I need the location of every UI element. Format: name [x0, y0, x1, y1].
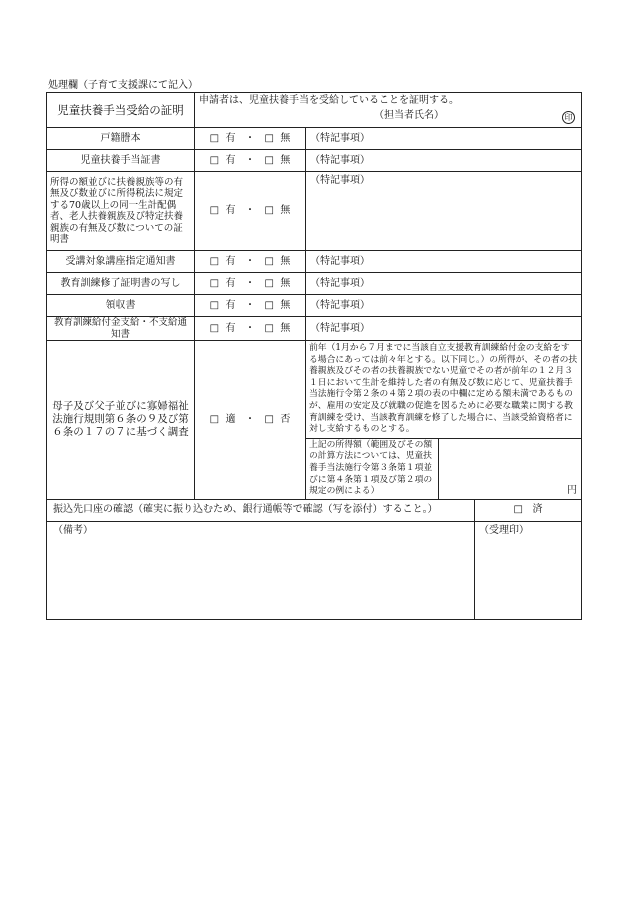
table-row	[47, 317, 582, 341]
notes-cell[interactable]	[306, 295, 582, 317]
notes-label: （特記事項）	[310, 277, 370, 289]
checkbox-applicable[interactable]: □	[209, 413, 220, 425]
processing-form	[46, 92, 582, 620]
yen-unit: 円	[567, 484, 577, 496]
document-label: 児童扶養手当証書	[47, 150, 195, 172]
checkbox-none[interactable]: □	[264, 255, 274, 267]
applicable-label: 適	[225, 413, 236, 425]
survey-label: 母子及び父子並びに寡婦福祉法施行規則第６条の９及び第６条の１７の７に基づく調査	[47, 341, 195, 500]
done-label: 済	[532, 504, 543, 516]
have-label: 有	[225, 132, 236, 144]
certification-statement-cell	[195, 93, 582, 128]
table-row	[47, 295, 582, 317]
separator-dot: ・	[245, 322, 255, 334]
checkbox-none[interactable]: □	[264, 322, 274, 334]
not-applicable-label: 否	[280, 413, 291, 425]
presence-checkbox-group[interactable]	[195, 317, 306, 341]
presence-checkbox-group[interactable]	[195, 128, 306, 150]
presence-checkbox-group[interactable]	[195, 150, 306, 172]
have-label: 有	[225, 255, 236, 267]
checkbox-have[interactable]: □	[209, 205, 220, 216]
remarks-field[interactable]	[47, 521, 475, 619]
checkbox-not-applicable[interactable]: □	[264, 413, 274, 425]
notes-label: （特記事項）	[310, 255, 370, 267]
none-label: 無	[280, 299, 291, 311]
certification-title: 児童扶養手当受給の証明	[47, 93, 195, 128]
checkbox-have[interactable]: □	[209, 277, 220, 289]
document-label: 受講対象講座指定通知書	[47, 251, 195, 273]
have-label: 有	[225, 299, 236, 311]
none-label: 無	[280, 322, 291, 334]
none-label: 無	[280, 255, 291, 267]
notes-label: （特記事項）	[310, 175, 370, 186]
presence-checkbox-group[interactable]	[195, 295, 306, 317]
checkbox-have[interactable]: □	[209, 132, 220, 144]
section-header: 処理欄（子育て支援課にて記入）	[48, 80, 198, 91]
checkbox-none[interactable]: □	[264, 154, 274, 166]
notes-label: （特記事項）	[310, 154, 370, 166]
separator-dot: ・	[245, 205, 255, 216]
checkbox-have[interactable]: □	[209, 154, 220, 166]
document-label: 領収書	[47, 295, 195, 317]
document-label: 所得の額並びに扶養親族等の有無及び数並びに所得税法に規定する70歳以上の同一生計配偶者、老人扶養親族及び特定扶養親族の有無及び数についての証明書	[47, 172, 195, 251]
checkbox-none[interactable]: □	[264, 277, 274, 289]
seal-icon: 印	[562, 111, 575, 124]
bank-label: 振込先口座の確認（確実に振り込むため、銀行通帳等で確認（写を添付）すること。）	[47, 499, 475, 521]
checkbox-have[interactable]: □	[209, 322, 220, 334]
separator-dot: ・	[245, 255, 255, 267]
bank-done-checkbox-group[interactable]	[475, 499, 582, 521]
notes-cell[interactable]	[306, 317, 582, 341]
notes-cell[interactable]	[306, 251, 582, 273]
survey-condition: 前年（1月から７月までに当該自立支援教育訓練給付金の支給をする場合にあっては前々年とする。以下同じ。）の所得が、その者の扶養親族及びその者の扶養親族でない児童でその者が前年の１２月３１日において生計を維持した者の有無及び数に応じて、児童扶養手当法施行令第２条の４第２項の表の中欄に定める額未満であるものが、雇用の安定及び就職の促進を図るために必要な職業に関する教育訓練を受け、当該教育訓練を修了した場合に、当該受給資格者に対し支給するものとする。	[306, 341, 582, 439]
document-label: 教育訓練修了証明書の写し	[47, 273, 195, 295]
notes-label: （特記事項）	[310, 322, 370, 334]
notes-label: （特記事項）	[310, 299, 370, 311]
checkbox-none[interactable]: □	[264, 132, 274, 144]
eligibility-checkbox-group[interactable]	[195, 341, 306, 500]
have-label: 有	[225, 322, 236, 334]
presence-checkbox-group[interactable]	[195, 251, 306, 273]
survey-row	[47, 341, 582, 439]
separator-dot: ・	[245, 277, 255, 289]
notes-cell[interactable]	[306, 172, 582, 251]
officer-name-label: （担当者氏名）	[374, 110, 444, 121]
have-label: 有	[225, 277, 236, 289]
notes-label: （特記事項）	[310, 132, 370, 144]
have-label: 有	[225, 205, 236, 216]
table-row	[47, 251, 582, 273]
certification-row	[47, 93, 582, 128]
document-label: 教育訓練給付金支給・不支給通知書	[47, 317, 195, 341]
document-label: 戸籍謄本	[47, 128, 195, 150]
receipt-stamp-field[interactable]	[475, 521, 582, 619]
receipt-stamp-label: （受理印）	[479, 524, 529, 536]
none-label: 無	[280, 154, 291, 166]
none-label: 無	[280, 205, 291, 216]
certification-statement: 申請者は、児童扶養手当を受給していることを証明する。	[199, 95, 459, 106]
separator-dot: ・	[245, 154, 255, 166]
have-label: 有	[225, 154, 236, 166]
table-row	[47, 128, 582, 150]
bank-row	[47, 499, 582, 521]
checkbox-done[interactable]: □	[513, 504, 523, 516]
table-row	[47, 273, 582, 295]
none-label: 無	[280, 132, 291, 144]
separator-dot: ・	[245, 299, 255, 311]
table-row	[47, 150, 582, 172]
checkbox-none[interactable]: □	[264, 299, 274, 311]
presence-checkbox-group[interactable]	[195, 172, 306, 251]
separator-dot: ・	[245, 413, 255, 425]
checkbox-have[interactable]: □	[209, 255, 220, 267]
notes-cell[interactable]	[306, 273, 582, 295]
notes-cell[interactable]	[306, 150, 582, 172]
remarks-label: （備考）	[53, 524, 93, 536]
separator-dot: ・	[245, 132, 255, 144]
none-label: 無	[280, 277, 291, 289]
income-amount-field[interactable]	[439, 438, 582, 499]
checkbox-none[interactable]: □	[264, 205, 274, 216]
checkbox-have[interactable]: □	[209, 299, 220, 311]
remarks-row	[47, 521, 582, 619]
presence-checkbox-group[interactable]	[195, 273, 306, 295]
table-row	[47, 172, 582, 251]
notes-cell[interactable]	[306, 128, 582, 150]
survey-calc-note: 上記の所得額（範囲及びその額の計算方法については、児童扶養手当法施行令第３条第１項並びに第４条第１項及び第２項の規定の例による）	[306, 438, 439, 499]
